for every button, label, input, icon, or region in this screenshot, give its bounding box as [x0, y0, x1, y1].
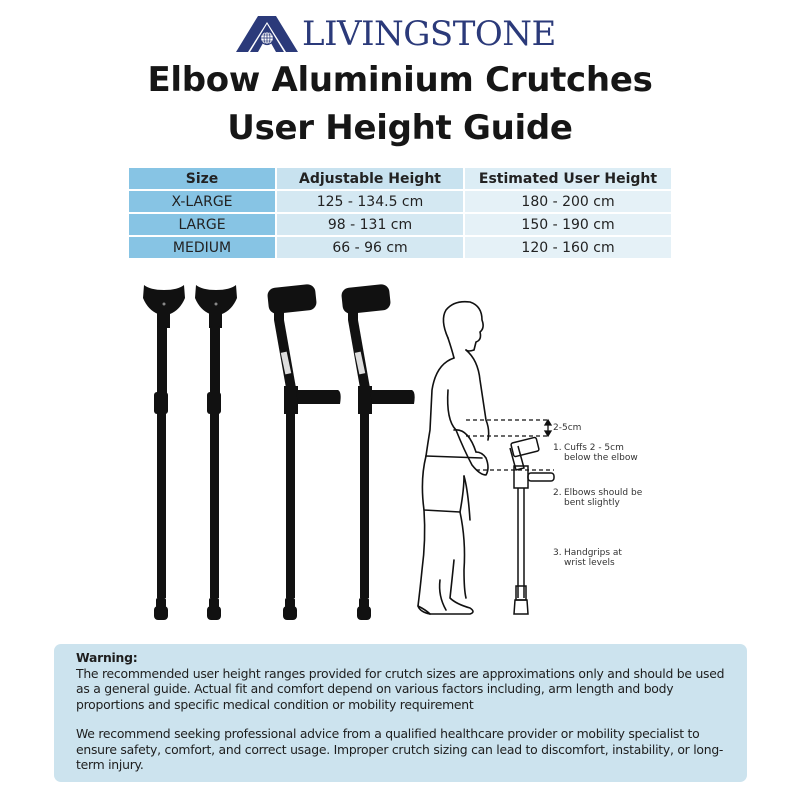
measurement-arrow-icon [545, 420, 551, 436]
table-row [129, 191, 671, 212]
cell-size: X-LARGE [129, 191, 275, 212]
warning-paragraph-2: We recommend seeking professional advice from a qualified healthcare provider or mobility specialist to ensure safety, comfort, and correct usage. Improper crutch sizing can lead to discomfort, instability, or long-term injury. [76, 726, 724, 772]
note-text: bent slightly [564, 498, 620, 508]
size-guide-table [127, 166, 673, 260]
cell-estimated-user-height: 180 - 200 cm [465, 191, 671, 212]
paragraph-spacer [76, 712, 725, 726]
measurement-label: 2-5cm [553, 423, 582, 433]
note-text: Elbows should be [564, 488, 643, 498]
cell-adjustable-height: 125 - 134.5 cm [277, 191, 463, 212]
cell-size: MEDIUM [129, 237, 275, 258]
header-estimated-user-height: Estimated User Height [465, 168, 671, 189]
table-header-row [129, 168, 671, 189]
header-adjustable-height: Adjustable Height [277, 168, 463, 189]
note-text: Handgrips at [564, 548, 622, 558]
warning-box [54, 644, 747, 782]
cell-estimated-user-height: 120 - 160 cm [465, 237, 671, 258]
note-number: 3. [553, 548, 562, 558]
header-size: Size [129, 168, 275, 189]
comfort-grip-crutch-icon [267, 284, 341, 620]
fitted-crutch-icon [510, 437, 554, 614]
table-row [129, 214, 671, 235]
note-number: 1. [553, 443, 562, 453]
note-3 [553, 548, 622, 568]
brand-logo [236, 14, 556, 54]
comfort-grip-crutch-icon [341, 284, 415, 620]
table-row [129, 237, 671, 258]
note-2 [553, 488, 642, 508]
triangle-globe-logo-icon [236, 14, 298, 54]
warning-title: Warning: [76, 650, 138, 665]
page-title-line2: User Height Guide [227, 108, 573, 148]
note-text: Cuffs 2 - 5cm [564, 443, 624, 453]
page-title-line1: Elbow Aluminium Crutches [147, 60, 653, 100]
cell-estimated-user-height: 150 - 190 cm [465, 214, 671, 235]
brand-name: LIVINGSTONE [302, 14, 556, 54]
note-text: wrist levels [564, 558, 615, 568]
warning-paragraph-1: The recommended user height ranges provided for crutch sizes are approximations only and should be used as a general guide. Actual fit and comfort depend on various factors including, arm length and body proportions and specific medical condition or mobility requirement [76, 665, 725, 712]
person-figure-icon [418, 302, 489, 614]
cell-adjustable-height: 98 - 131 cm [277, 214, 463, 235]
note-1 [553, 443, 638, 463]
note-number: 2. [553, 488, 562, 498]
open-cuff-crutch-icon [195, 285, 237, 620]
measurement-guides [466, 420, 554, 470]
cell-size: LARGE [129, 214, 275, 235]
note-text: below the elbow [564, 453, 638, 463]
cell-adjustable-height: 66 - 96 cm [277, 237, 463, 258]
open-cuff-crutch-icon [143, 285, 185, 620]
